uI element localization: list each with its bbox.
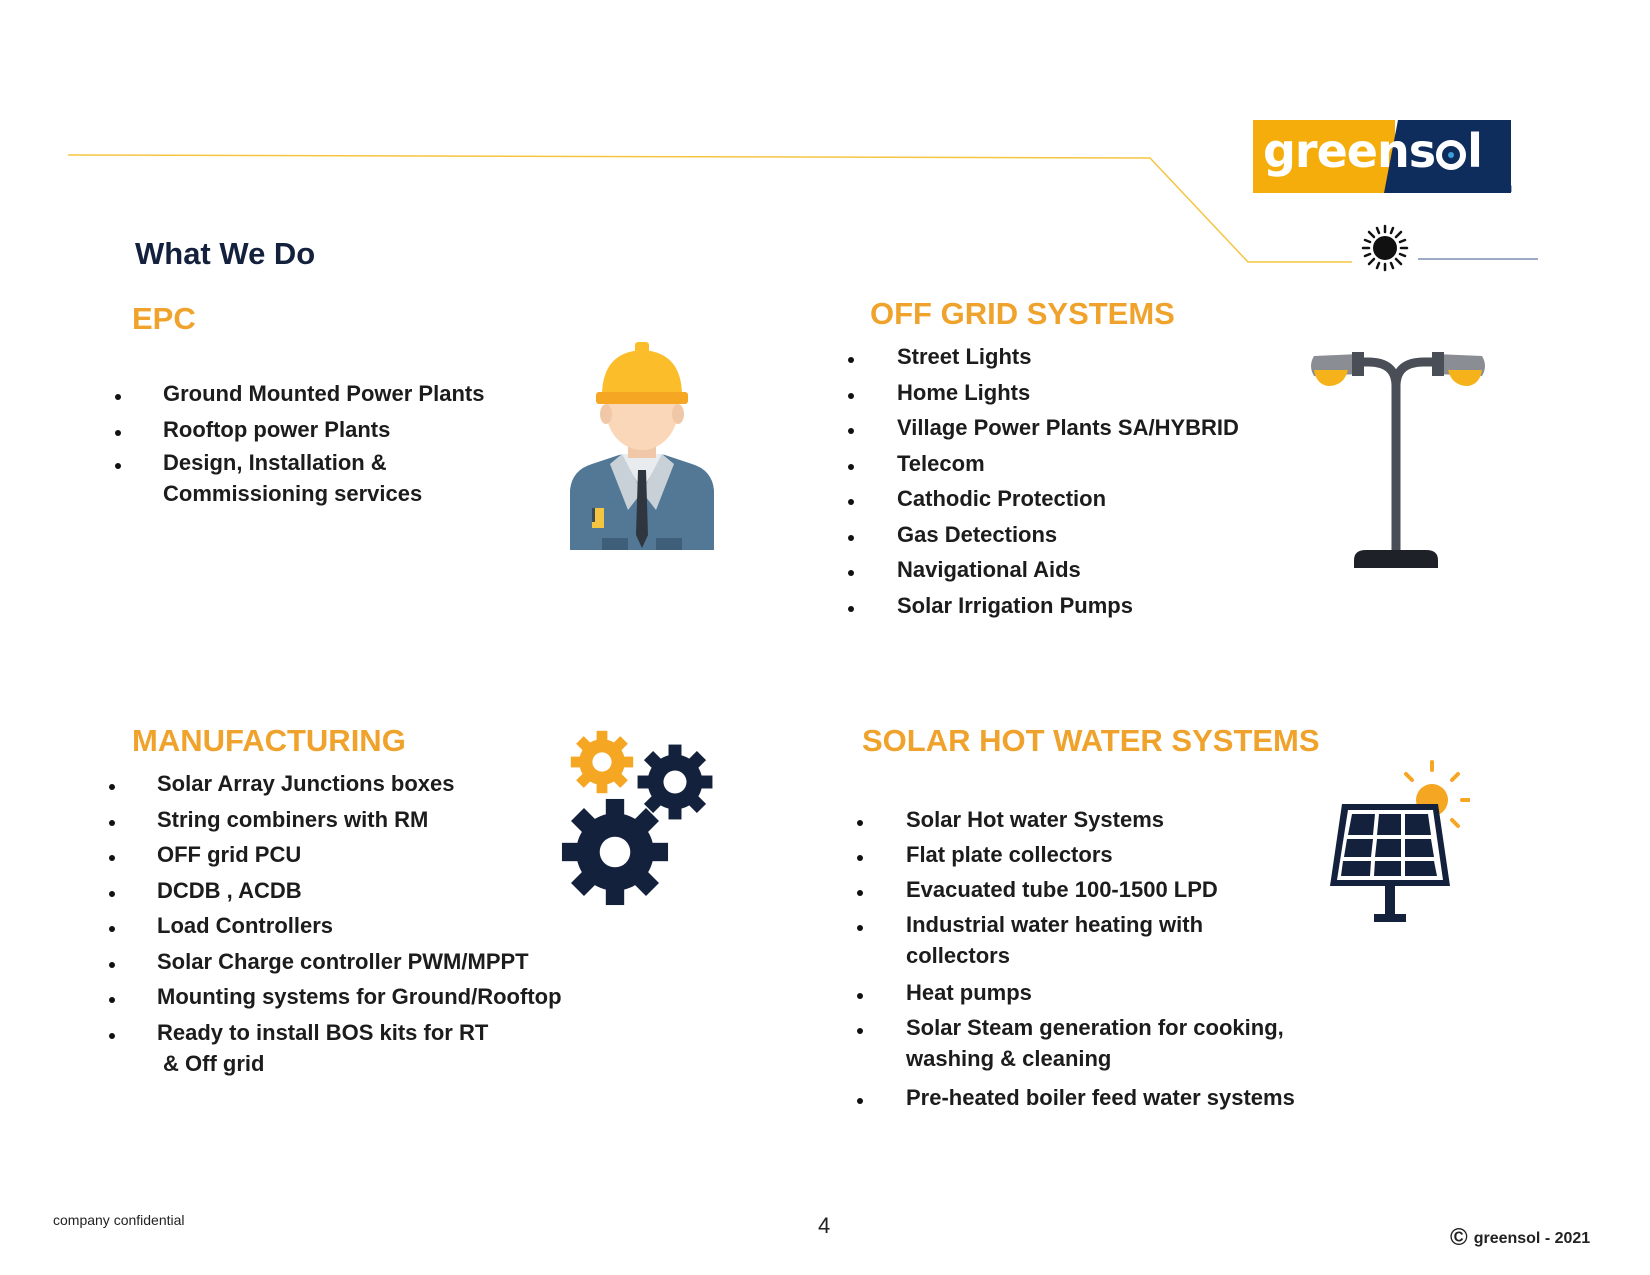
page-title: What We Do	[135, 236, 316, 271]
list-item: Navigational Aids	[897, 554, 1239, 590]
list-item: DCDB , ACDB	[157, 875, 562, 911]
logo-o-icon	[1436, 140, 1466, 170]
list-item: Evacuated tube 100-1500 LPD	[906, 874, 1295, 909]
list-item: Industrial water heating with collectors	[906, 909, 1295, 977]
copyright-icon: ©	[1450, 1224, 1468, 1251]
solar-panel-icon	[1330, 760, 1470, 930]
list-item: Gas Detections	[897, 519, 1239, 555]
logo-wordmark: greens l	[1263, 124, 1482, 178]
list-item: Ground Mounted Power Plants	[163, 378, 484, 414]
engineer-icon	[562, 340, 722, 550]
list-item: Home Lights	[897, 377, 1239, 413]
confidential-note: company confidential	[53, 1212, 185, 1228]
section-title-manufacturing: MANUFACTURING	[132, 723, 406, 758]
list-item: OFF grid PCU	[157, 839, 562, 875]
list-item: Solar Irrigation Pumps	[897, 590, 1239, 626]
offgrid-list	[897, 341, 1239, 625]
trademark: TM	[1499, 184, 1512, 194]
section-title-epc: EPC	[132, 301, 196, 336]
list-item: Design, Installation & Commissioning services	[163, 447, 484, 509]
list-item: Load Controllers	[157, 910, 562, 946]
list-item: Village Power Plants SA/HYBRID	[897, 412, 1239, 448]
section-title-solar-hot-water: SOLAR HOT WATER SYSTEMS	[862, 723, 1320, 758]
list-item: Cathodic Protection	[897, 483, 1239, 519]
gears-icon	[560, 720, 720, 910]
list-item: Pre-heated boiler feed water systems	[906, 1082, 1295, 1117]
list-item: Telecom	[897, 448, 1239, 484]
list-item: Heat pumps	[906, 977, 1295, 1012]
list-item: Rooftop power Plants	[163, 414, 484, 447]
manufacturing-list	[157, 768, 562, 1076]
list-item: Ready to install BOS kits for RT & Off grid	[157, 1017, 562, 1053]
list-item: Solar Hot water Systems	[906, 804, 1295, 839]
list-item: Mounting systems for Ground/Rooftop	[157, 981, 562, 1017]
list-item: Solar Steam generation for cooking, washing & cleaning	[906, 1012, 1295, 1082]
section-title-offgrid: OFF GRID SYSTEMS	[870, 296, 1175, 331]
list-item: String combiners with RM	[157, 804, 562, 840]
epc-list	[163, 378, 484, 509]
street-light-icon	[1308, 348, 1488, 568]
list-item: Street Lights	[897, 341, 1239, 377]
list-item: Solar Array Junctions boxes	[157, 768, 562, 804]
list-item: Solar Charge controller PWM/MPPT	[157, 946, 562, 982]
list-item: Flat plate collectors	[906, 839, 1295, 874]
page-number: 4	[818, 1213, 831, 1238]
greensol-logo	[1253, 120, 1511, 193]
solar-hot-water-list	[906, 804, 1295, 1117]
sun-icon	[1363, 226, 1407, 270]
copyright: © greensol - 2021	[1450, 1224, 1591, 1251]
